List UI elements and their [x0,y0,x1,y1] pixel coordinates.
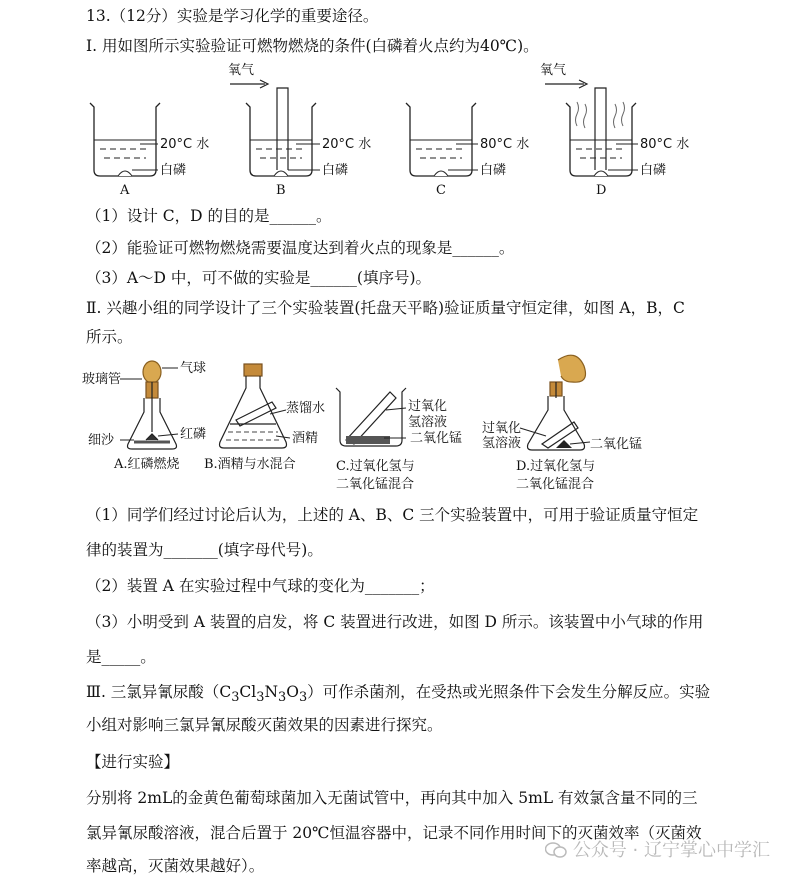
label-distilled-water: 蒸馏水 [286,401,326,416]
phosphorus-label-a: 白磷 [160,163,187,178]
part2-q1-1: （1）同学们经过讨论后认为，上述的 A、B、C 三个实验装置中，可用于验证质量守恒定 [86,506,699,524]
phosphorus-label-b: 白磷 [322,163,349,178]
part2-intro-1: Ⅱ. 兴趣小组的同学设计了三个实验装置(托盘天平略)验证质量守恒定律，如图 A，B，C [86,299,685,317]
phosphorus-label-c: 白磷 [480,163,507,178]
caption-d2a: D.过氧化氢与 [516,459,596,474]
label-mno2-d: 二氧化锰 [590,437,643,452]
caption-c2a: C.过氧化氢与 [336,459,415,474]
part1-q2: （2）能验证可燃物燃烧需要温度达到着火点的现象是______。 [86,239,515,257]
section-title: 【进行实验】 [86,753,180,771]
oxygen-label-d: 氧气 [540,63,567,78]
caption-d2b: 二氧化锰混合 [516,477,595,492]
chemical-formula: $C_3Cl_3N_3O_3$ [219,683,308,706]
part3-p2: 氯异氰尿酸溶液，混合后置于 20℃恒温容器中，记录不同作用时间下的灭菌效率（灭菌效 [86,824,702,842]
phosphorus-label-d: 白磷 [640,163,667,178]
caption-c: C [436,183,446,198]
part2-q2: （2）装置 A 在实验过程中气球的变化为_______； [86,577,435,595]
water-label-d: 80°C 水 [640,137,690,152]
part2-intro-2: 所示。 [86,328,133,346]
part2-q1-2: 律的装置为_______(填字母代号)。 [86,541,323,559]
part1-q1: （1）设计 C，D 的目的是______。 [86,207,332,225]
water-label-a: 20°C 水 [160,137,210,152]
watermark: 公众号 · 辽宁掌心中学汇 [545,836,770,862]
part3-line2: 小组对影响三氯异氰尿酸灭菌效果的因素进行探究。 [86,716,443,734]
label-sand: 细沙 [88,433,115,448]
caption-a: A [120,183,130,198]
part1-q3: （3）A～D 中，可不做的实验是______(填序号)。 [86,269,432,287]
part3-intro: Ⅲ. 三氯异氰尿酸$(C_3Cl_3N_3O_3)$可作杀菌剂，在受热或光照条件下会发生分解反应。实验 [86,683,711,706]
label-balloon: 气球 [180,361,207,376]
label-h2o2-c2: 氢溶液 [408,415,448,430]
part3-p3: 率越高，灭菌效果越好）。 [86,857,265,875]
caption-b2: B.酒精与水混合 [204,457,296,472]
caption-a2: A.红磷燃烧 [114,457,180,472]
caption-d: D [596,183,607,198]
part2-q3-1: （3）小明受到 A 装置的启发，将 C 装置进行改进，如图 D 所示。该装置中小气球的作用 [86,613,704,631]
question-header: 13.（12分）实验是学习化学的重要途径。 [86,7,379,25]
figure-beakers [80,58,700,198]
label-h2o2-d1: 过氧化 [482,421,522,436]
wechat-icon [545,841,567,859]
part1-intro: Ⅰ. 用如图所示实验验证可燃物燃烧的条件(白磷着火点约为40℃)。 [86,37,539,55]
water-label-b: 20°C 水 [322,137,372,152]
label-mno2-c: 二氧化锰 [410,431,463,446]
part3-p1: 分别将 2mL的金黄色葡萄球菌加入无菌试管中，再向其中加入 5mL 有效氯含量不同的三 [86,789,698,807]
caption-b: B [276,183,286,198]
label-h2o2-c1: 过氧化 [408,399,448,414]
label-red-phosphorus: 红磷 [180,427,207,442]
label-alcohol: 酒精 [292,431,319,446]
phosphorus-a [118,171,132,176]
phosphorus-d [594,171,608,176]
water-label-c: 80°C 水 [480,137,530,152]
label-h2o2-d2: 氢溶液 [482,436,522,451]
part2-q3-2: 是_____。 [86,648,156,666]
oxygen-label-b: 氧气 [228,63,255,78]
label-glass-tube: 玻璃管 [82,372,122,387]
phosphorus-b [274,171,288,176]
caption-c2b: 二氧化锰混合 [336,477,415,492]
phosphorus-c [434,171,448,176]
figure-apparatus [80,352,700,497]
